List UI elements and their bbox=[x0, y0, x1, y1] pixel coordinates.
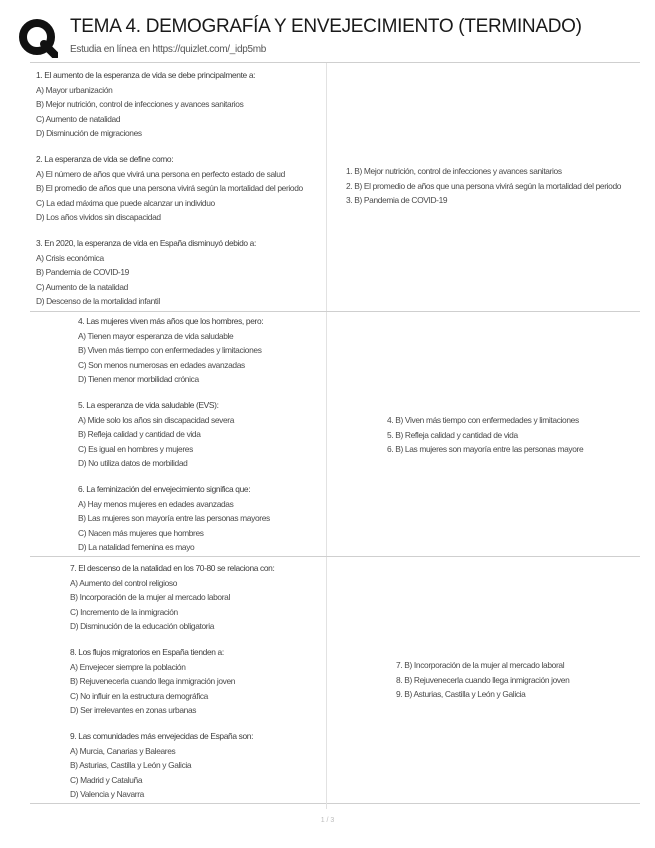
column-divider bbox=[326, 312, 327, 557]
question-section-2 bbox=[30, 311, 640, 557]
question-text: 6. La feminización del envejecimiento significa que: bbox=[78, 483, 251, 494]
question-block bbox=[70, 645, 274, 718]
answer-option: A) Tienen mayor esperanza de vida saludable bbox=[78, 330, 234, 341]
answer-option: C) No influir en la estructura demográfica bbox=[70, 690, 208, 701]
answer-option: B) Asturias, Castilla y León y Galicia bbox=[70, 760, 192, 771]
answer-option: A) Hay menos mujeres en edades avanzadas bbox=[78, 498, 234, 509]
question-block bbox=[78, 314, 270, 387]
answer-key-item: 3. B) Pandemia de COVID-19 bbox=[346, 195, 448, 206]
answer-option: B) Viven más tiempo con enfermedades y limitaciones bbox=[78, 345, 262, 356]
column-divider bbox=[326, 63, 327, 312]
answer-option: D) Valencia y Navarra bbox=[70, 789, 144, 800]
question-section-1 bbox=[30, 62, 640, 312]
question-block bbox=[36, 68, 303, 141]
answer-option: C) Incremento de la inmigración bbox=[70, 606, 178, 617]
question-block bbox=[36, 236, 303, 309]
answer-option: C) Son menos numerosas en edades avanzadas bbox=[78, 359, 245, 370]
answer-option: A) Crisis económica bbox=[36, 252, 104, 263]
answer-option: D) Descenso de la mortalidad infantil bbox=[36, 296, 160, 307]
question-block bbox=[78, 482, 270, 555]
answers-column bbox=[346, 164, 621, 208]
question-block bbox=[70, 729, 274, 802]
quizlet-q-icon bbox=[18, 18, 58, 58]
answer-option: A) Mide solo los años sin discapacidad severa bbox=[78, 414, 235, 425]
answer-option: A) Aumento del control religioso bbox=[70, 577, 178, 588]
answer-option: D) No utiliza datos de morbilidad bbox=[78, 458, 188, 469]
answer-option: C) La edad máxima que puede alcanzar un individuo bbox=[36, 197, 215, 208]
answer-option: C) Madrid y Cataluña bbox=[70, 774, 143, 785]
answer-option: B) Refleja calidad y cantidad de vida bbox=[78, 429, 201, 440]
answer-key-item: 2. B) El promedio de años que una persona vivirá según la mortalidad del periodo bbox=[346, 180, 622, 191]
answer-option: C) Aumento de la natalidad bbox=[36, 281, 128, 292]
question-text: 5. La esperanza de vida saludable (EVS): bbox=[78, 399, 219, 410]
answer-option: B) Pandemia de COVID-19 bbox=[36, 267, 129, 278]
answer-option: A) Envejecer siempre la población bbox=[70, 661, 186, 672]
answer-key-item: 4. B) Viven más tiempo con enfermedades y limitaciones bbox=[387, 415, 579, 425]
answer-option: D) La natalidad femenina es mayo bbox=[78, 542, 195, 553]
study-link[interactable]: Estudia en línea en https://quizlet.com/_idp5mb bbox=[70, 44, 267, 55]
answer-key-item: 6. B) Las mujeres son mayoría entre las personas mayore bbox=[387, 444, 584, 455]
answer-key-item: 5. B) Refleja calidad y cantidad de vida bbox=[387, 429, 518, 440]
answer-key-item: 7. B) Incorporación de la mujer al mercado laboral bbox=[396, 660, 565, 670]
question-text: 8. Los flujos migratorios en España tienden a: bbox=[70, 646, 224, 657]
answer-option: B) Mejor nutrición, control de infecciones y avances sanitarios bbox=[36, 99, 244, 110]
answer-option: B) Las mujeres son mayoría entre las personas mayores bbox=[78, 513, 270, 524]
answer-option: D) Los años vividos sin discapacidad bbox=[36, 212, 161, 223]
answer-option: B) Incorporación de la mujer al mercado laboral bbox=[70, 592, 230, 603]
page-header bbox=[0, 0, 655, 64]
answer-option: C) Nacen más mujeres que hombres bbox=[78, 527, 204, 538]
page-number: 1 / 3 bbox=[320, 817, 335, 824]
column-tick bbox=[326, 803, 327, 809]
column-divider bbox=[326, 557, 327, 804]
answer-key-item: 1. B) Mejor nutrición, control de infecciones y avances sanitarios bbox=[346, 166, 562, 176]
questions-column bbox=[36, 68, 303, 320]
answer-option: D) Disminución de migraciones bbox=[36, 128, 142, 139]
questions-column bbox=[78, 314, 270, 566]
answer-option: D) Disminución de la educación obligatoria bbox=[70, 621, 215, 632]
answer-option: A) El número de años que vivirá una persona en perfecto estado de salud bbox=[36, 168, 285, 179]
page-title: TEMA 4. DEMOGRAFÍA Y ENVEJECIMIENTO (TERMINADO) bbox=[70, 16, 582, 37]
question-block bbox=[70, 561, 274, 634]
answer-key-item: 9. B) Asturias, Castilla y León y Galicia bbox=[396, 689, 526, 700]
question-section-3 bbox=[30, 556, 640, 804]
answer-option: C) Aumento de natalidad bbox=[36, 113, 121, 124]
questions-column bbox=[70, 561, 274, 813]
answer-key-item: 8. B) Rejuvenecerla cuando llega inmigración joven bbox=[396, 674, 570, 685]
answer-option: C) Es igual en hombres y mujeres bbox=[78, 443, 193, 454]
question-text: 2. La esperanza de vida se define como: bbox=[36, 153, 174, 164]
answers-column bbox=[387, 413, 583, 457]
answer-option: B) Rejuvenecerla cuando llega inmigración joven bbox=[70, 676, 236, 687]
bottom-rule bbox=[30, 803, 640, 804]
question-text: 7. El descenso de la natalidad en los 70-80 se relaciona con: bbox=[70, 563, 275, 573]
answer-option: B) El promedio de años que una persona vivirá según la mortalidad del periodo bbox=[36, 183, 303, 194]
question-text: 1. El aumento de la esperanza de vida se debe principalmente a: bbox=[36, 70, 256, 80]
answer-option: A) Murcia, Canarias y Baleares bbox=[70, 745, 176, 756]
question-text: 4. Las mujeres viven más años que los hombres, pero: bbox=[78, 316, 264, 326]
answer-option: D) Tienen menor morbilidad crónica bbox=[78, 374, 199, 385]
question-block bbox=[36, 152, 303, 225]
answer-option: D) Ser irrelevantes en zonas urbanas bbox=[70, 705, 197, 716]
question-text: 9. Las comunidades más envejecidas de España son: bbox=[70, 730, 254, 741]
answer-option: A) Mayor urbanización bbox=[36, 84, 113, 95]
question-block bbox=[78, 398, 270, 471]
answers-column bbox=[396, 658, 569, 702]
question-text: 3. En 2020, la esperanza de vida en España disminuyó debido a: bbox=[36, 237, 256, 248]
